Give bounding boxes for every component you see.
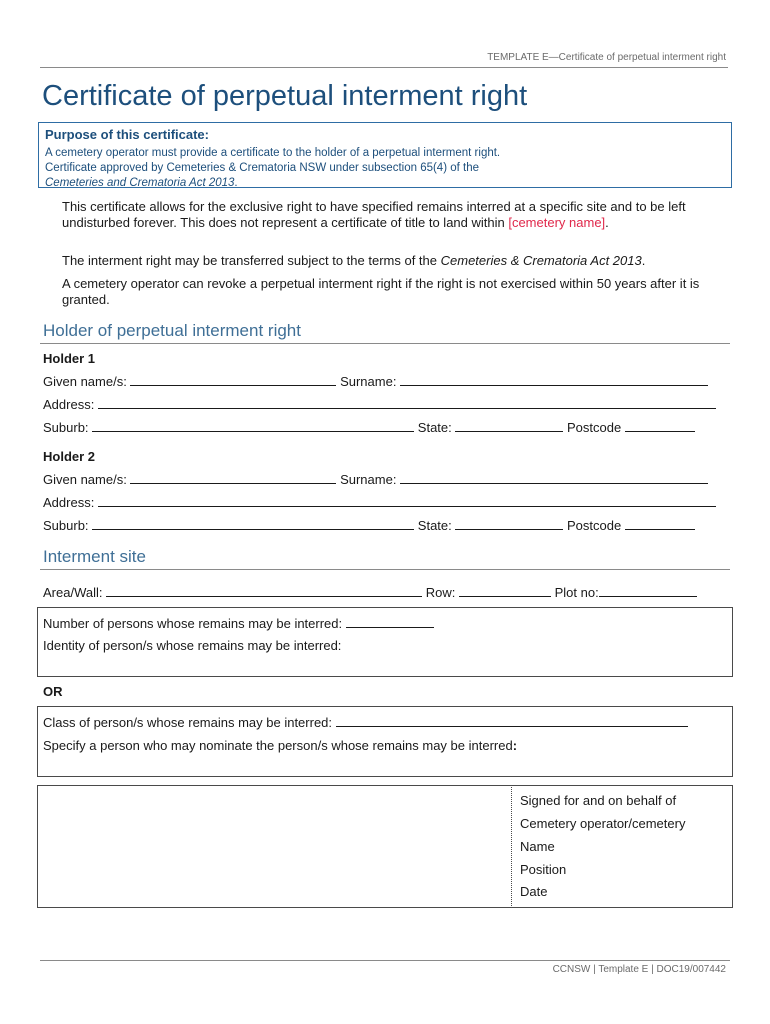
holder-1-given-names-field[interactable] [130, 373, 336, 386]
or-label: OR [43, 684, 63, 699]
state-label: State: [417, 420, 452, 435]
cemetery-name-placeholder: [cemetery name] [508, 215, 606, 230]
intro-paragraph-3: A cemetery operator can revoke a perpetual interment right if the right is not exercised within 50 years after it is granted. [62, 276, 700, 307]
area-wall-field[interactable] [106, 584, 422, 597]
given-names-label: Given name/s: [43, 374, 127, 389]
holder-2-suburb-field[interactable] [92, 517, 414, 530]
intro-p2-act: Cemeteries & Crematoria Act 2013 [440, 253, 642, 268]
header-template-label: TEMPLATE E—Certificate of perpetual interment right [487, 52, 726, 63]
surname-label: Surname: [340, 374, 397, 389]
plot-no-field[interactable] [599, 584, 697, 597]
signed-on-behalf-label: Signed for and on behalf of [520, 793, 677, 808]
number-persons-label: Number of persons whose remains may be interred: [43, 616, 343, 631]
nominate-colon: : [512, 738, 518, 753]
purpose-line-1: A cemetery operator must provide a certificate to the holder of a perpetual interment right. [45, 147, 501, 159]
holder-1-surname-field[interactable] [400, 373, 708, 386]
address-label: Address: [43, 495, 95, 510]
footer-doc-reference: CCNSW | Template E | DOC19/007442 [552, 964, 726, 975]
surname-label: Surname: [340, 472, 397, 487]
intro-p1-text: This certificate allows for the exclusive right to have specified remains interred at a specific site and to be left undisturbed forever. This does not represent a certificate of title to land within [62, 199, 686, 230]
holder-1-state-field[interactable] [455, 419, 563, 432]
holder-1-suburb-field[interactable] [92, 419, 414, 432]
holder-section-heading: Holder of perpetual interment right [43, 321, 301, 340]
address-label: Address: [43, 397, 95, 412]
area-wall-label: Area/Wall: [43, 585, 103, 600]
purpose-heading: Purpose of this certificate: [45, 127, 209, 142]
class-persons-label: Class of person/s whose remains may be interred: [43, 715, 333, 730]
purpose-line-2: Certificate approved by Cemeteries & Crematoria NSW under subsection 65(4) of the [45, 162, 480, 174]
page-title: Certificate of perpetual interment right [42, 80, 528, 112]
intro-p1-end: . [605, 215, 609, 230]
signature-position-label: Position [520, 862, 567, 877]
holder-1-suburb-row [43, 419, 695, 435]
intro-p2-text: The interment right may be transferred subject to the terms of the [62, 253, 441, 268]
holder-2-surname-field[interactable] [400, 471, 708, 484]
holder-2-postcode-field[interactable] [625, 517, 695, 530]
site-section-heading: Interment site [43, 547, 146, 566]
header-divider [40, 67, 728, 68]
purpose-act-line [45, 176, 725, 191]
intro-paragraph-1 [62, 199, 712, 231]
state-label: State: [417, 518, 452, 533]
holder-1-heading: Holder 1 [43, 351, 96, 366]
holder-2-suburb-row [43, 517, 695, 533]
cemetery-operator-label: Cemetery operator/cemetery [520, 816, 686, 831]
holder-2-address-field[interactable] [98, 494, 716, 507]
holder-2-address-row [43, 494, 716, 510]
row-label: Row: [425, 585, 456, 600]
nominate-label: Specify a person who may nominate the person/s whose remains may be interred [43, 738, 513, 753]
row-field[interactable] [459, 584, 551, 597]
holder-1-address-row [43, 396, 716, 412]
signature-name-label: Name [520, 839, 555, 854]
holder-1-address-field[interactable] [98, 396, 716, 409]
site-section-divider [40, 569, 730, 570]
plot-no-label: Plot no: [554, 585, 599, 600]
holder-2-name-row [43, 471, 708, 487]
intro-p2-end: . [641, 253, 646, 268]
postcode-label: Postcode [567, 518, 622, 533]
holder-section-divider [40, 343, 730, 344]
nominate-row [43, 738, 517, 753]
number-persons-row [43, 615, 434, 631]
holder-2-given-names-field[interactable] [130, 471, 336, 484]
signature-divider [511, 785, 512, 908]
class-persons-row [43, 714, 688, 730]
identity-label: Identity of person/s whose remains may be interred: [43, 638, 342, 653]
suburb-label: Suburb: [43, 420, 89, 435]
holder-1-postcode-field[interactable] [625, 419, 695, 432]
signature-date-label: Date [520, 884, 548, 899]
holder-1-name-row [43, 373, 708, 389]
seal-area[interactable] [38, 786, 510, 907]
holder-2-heading: Holder 2 [43, 449, 96, 464]
postcode-label: Postcode [567, 420, 622, 435]
suburb-label: Suburb: [43, 518, 89, 533]
purpose-box [38, 122, 732, 188]
holder-2-state-field[interactable] [455, 517, 563, 530]
given-names-label: Given name/s: [43, 472, 127, 487]
purpose-act-end: . [234, 177, 238, 189]
site-location-row [43, 584, 697, 600]
intro-paragraph-2 [62, 253, 712, 269]
number-persons-field[interactable] [346, 615, 434, 628]
purpose-act-name: Cemeteries and Crematoria Act 2013 [45, 177, 235, 189]
class-persons-field[interactable] [336, 714, 688, 727]
footer-divider [40, 960, 730, 961]
